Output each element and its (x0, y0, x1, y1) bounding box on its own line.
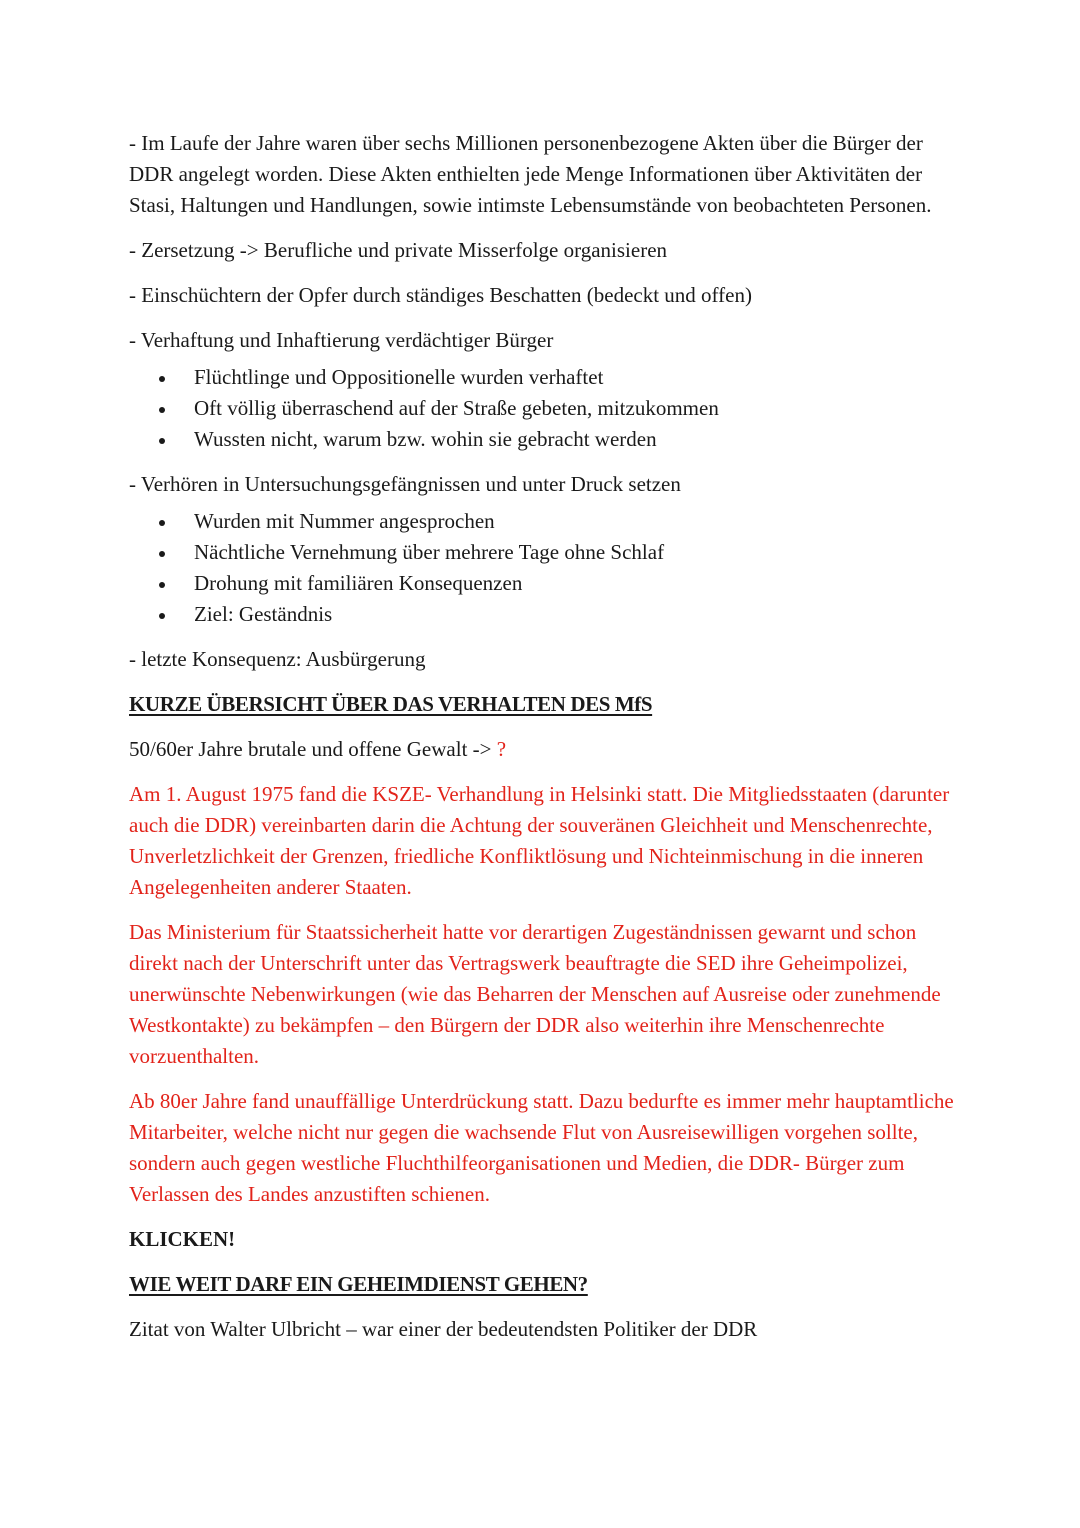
list-item: Wussten nicht, warum bzw. wohin sie gebracht werden (129, 424, 959, 455)
verhaftung-bullet-list (129, 362, 959, 455)
eighties-paragraph: Ab 80er Jahre fand unauffällige Unterdrückung statt. Dazu bedurfte es immer mehr hauptamtliche Mitarbeiter, welche nicht nur gegen die wachsende Flut von Ausreisewilligen vorgehen sollte, sondern auch gegen westliche Fluchthilfeorganisationen und Medien, die DDR- Bürger zum Verlassen des Landes anzustiften schienen. (129, 1089, 954, 1206)
bullet-icon (159, 376, 165, 382)
bullet-icon (159, 438, 165, 444)
ksze-paragraph: Am 1. August 1975 fand die KSZE- Verhandlung in Helsinki statt. Die Mitgliedsstaaten (darunter auch die DDR) vereinbarten darin die Achtung der souveränen Gleichheit und Menschenrechte, Unverletzlichkeit der Grenzen, friedliche Konfliktlösung und Nichteinmischung in die inneren Angelegenheiten anderer Staaten. (129, 782, 950, 899)
zitat-line: Zitat von Walter Ulbricht – war einer der bedeutendsten Politiker der DDR (129, 1317, 758, 1341)
bullet-icon (159, 551, 165, 557)
verhaftung-line: - Verhaftung und Inhaftierung verdächtiger Bürger (129, 328, 554, 352)
verhoeren-bullet-list (129, 506, 959, 630)
mfs-warning-paragraph: Das Ministerium für Staatssicherheit hatte vor derartigen Zugeständnissen gewarnt und schon direkt nach der Unterschrift unter das Vertragswerk beauftragte die SED ihre Geheimpolizei, unerwünschte Nebenwirkungen (wie das Beharren der Menschen auf Ausreise oder zunehmende Westkontakte) zu bekämpfen – den Bürgern der DDR also weiterhin ihre Menschenrechte vorzuenthalten. (129, 920, 941, 1068)
bullet-icon (159, 520, 165, 526)
list-item: Ziel: Geständnis (129, 599, 959, 630)
section-heading-geheimdienst: WIE WEIT DARF EIN GEHEIMDIENST GEHEN? (129, 1272, 588, 1296)
list-item: Flüchtlinge und Oppositionelle wurden verhaftet (129, 362, 959, 393)
document-page (129, 128, 959, 1359)
klicken-label: KLICKEN! (129, 1227, 236, 1251)
question-mark: ? (496, 737, 507, 761)
list-item: Oft völlig überraschend auf der Straße gebeten, mitzukommen (129, 393, 959, 424)
bullet-icon (159, 613, 165, 619)
bullet-icon (159, 407, 165, 413)
einschuechtern-line: - Einschüchtern der Opfer durch ständiges Beschatten (bedeckt und offen) (129, 283, 752, 307)
intro-paragraph: - Im Laufe der Jahre waren über sechs Millionen personenbezogene Akten über die Bürger der DDR angelegt worden. Diese Akten enthielten jede Menge Informationen über Aktivitäten der Stasi, Haltungen und Handlungen, sowie intimste Lebensumstände von beobachteten Personen. (129, 131, 932, 217)
section-heading-mfs: KURZE ÜBERSICHT ÜBER DAS VERHALTEN DES MfS (129, 692, 653, 716)
konsequenz-line: - letzte Konsequenz: Ausbürgerung (129, 647, 426, 671)
list-item: Wurden mit Nummer angesprochen (129, 506, 959, 537)
gewalt-line: 50/60er Jahre brutale und offene Gewalt -> ? (129, 737, 507, 761)
list-item: Nächtliche Vernehmung über mehrere Tage ohne Schlaf (129, 537, 959, 568)
verhoeren-line: - Verhören in Untersuchungsgefängnissen und unter Druck setzen (129, 472, 681, 496)
zersetzung-line: - Zersetzung -> Berufliche und private Misserfolge organisieren (129, 238, 668, 262)
list-item: Drohung mit familiären Konsequenzen (129, 568, 959, 599)
bullet-icon (159, 582, 165, 588)
